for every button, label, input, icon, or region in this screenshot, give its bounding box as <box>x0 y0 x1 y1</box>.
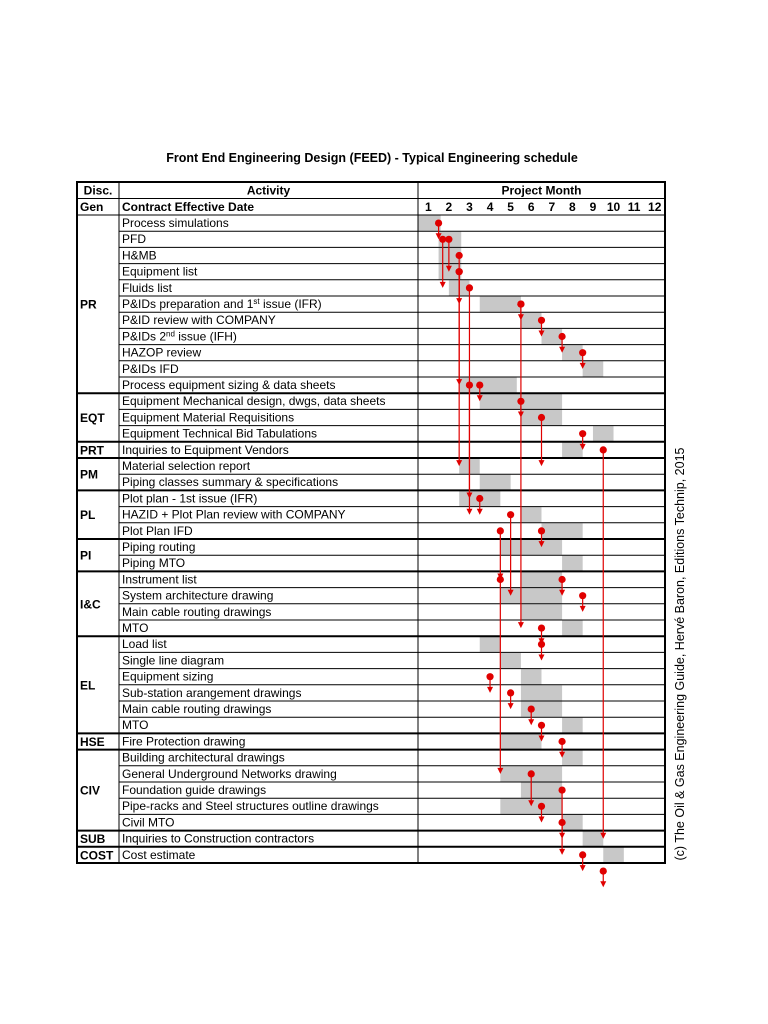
link-start-dot <box>558 738 565 745</box>
activity-label: Equipment Mechanical design, dwgs, data sheets <box>122 394 386 409</box>
activity-bar <box>583 361 604 376</box>
activity-bar <box>562 442 583 457</box>
link-start-dot <box>466 382 473 389</box>
month-label: 4 <box>486 200 494 214</box>
link-start-dot <box>600 446 607 453</box>
activity-label: Main cable routing drawings <box>122 702 272 716</box>
month-label: 9 <box>589 200 597 214</box>
link-start-dot <box>579 592 586 599</box>
month-label: 12 <box>648 200 662 214</box>
activity-label: Sub-station arangement drawings <box>122 685 302 700</box>
activity-bar <box>562 750 583 765</box>
activity-label: PFD <box>122 232 146 247</box>
activity-label: System architecture drawing <box>122 588 274 603</box>
month-label: 6 <box>527 200 535 214</box>
activity-bar <box>521 702 562 717</box>
activity-label: Piping MTO <box>122 556 186 571</box>
link-start-dot <box>507 511 514 518</box>
month-label: 11 <box>627 200 641 214</box>
activity-bar <box>562 556 583 571</box>
activity-label: Load list <box>122 637 167 652</box>
activity-bar <box>480 297 521 312</box>
activity-label: Pipe-racks and Steel structures outline drawings <box>122 799 379 814</box>
activity-label: P&ID review with COMPANY <box>122 313 276 328</box>
activity-label: Equipment list <box>122 264 198 279</box>
activity-label: Single line diagram <box>122 653 225 668</box>
link-start-dot <box>439 236 446 243</box>
link-start-dot <box>579 349 586 356</box>
link-start-dot <box>558 819 565 826</box>
link-start-dot <box>579 851 586 858</box>
month-label: 1 <box>424 200 432 214</box>
activity-label: Equipment Material Requisitions <box>122 410 295 425</box>
month-label: 3 <box>466 200 473 214</box>
link-start-dot <box>517 301 524 308</box>
link-start-dot <box>600 868 607 875</box>
link-start-dot <box>528 770 535 777</box>
link-start-dot <box>497 527 504 534</box>
link-start-dot <box>538 722 545 729</box>
activity-label: MTO <box>122 621 149 635</box>
activity-bar <box>521 507 542 522</box>
link-start-dot <box>538 317 545 324</box>
activity-label: HAZOP review <box>122 345 202 360</box>
activity-label: Inquiries to Construction contractors <box>122 831 315 846</box>
activity-bar <box>583 831 604 846</box>
disc-label: SUB <box>80 832 106 847</box>
activity-label: P&IDs IFD <box>122 361 179 376</box>
link-start-dot <box>466 284 473 291</box>
activity-label: Process equipment sizing & data sheets <box>122 378 336 392</box>
copyright-text: (c) The Oil & Gas Engineering Guide, Hervé Baron, Editions Technip, 2015 <box>673 447 687 861</box>
disc-label: PI <box>80 548 92 563</box>
month-label: 5 <box>507 200 514 214</box>
activity-bar <box>521 604 562 619</box>
disc-label: CIV <box>80 783 101 798</box>
link-start-dot <box>538 527 545 534</box>
disc-label: PL <box>80 508 96 523</box>
activity-label: Fire Protection drawing <box>122 734 246 749</box>
page-title: Front End Engineering Design (FEED) - Typical Engineering schedule <box>166 151 578 165</box>
link-arrowhead <box>518 622 524 628</box>
disc-label: PRT <box>80 443 104 458</box>
activity-label: Inquiries to Equipment Vendors <box>122 442 289 457</box>
link-arrowhead <box>539 655 545 661</box>
activity-bar <box>603 847 624 862</box>
activity-bar <box>562 718 583 733</box>
activity-header: Activity <box>246 183 291 198</box>
activity-label: H&MB <box>122 248 157 263</box>
link-arrowhead <box>580 606 586 612</box>
link-arrowhead <box>580 865 586 871</box>
activity-label: Cost estimate <box>122 847 196 862</box>
disc-label: COST <box>80 848 114 863</box>
activity-label: Main cable routing drawings <box>122 604 272 619</box>
link-arrowhead <box>440 282 446 288</box>
month-label: 2 <box>445 200 453 214</box>
link-arrowhead <box>559 849 565 855</box>
link-start-dot <box>456 252 463 259</box>
link-start-dot <box>538 641 545 648</box>
activity-bar <box>480 475 511 490</box>
link-arrowhead <box>487 687 493 693</box>
link-start-dot <box>497 576 504 583</box>
link-arrowhead <box>539 817 545 823</box>
link-start-dot <box>528 706 535 713</box>
link-start-dot <box>558 787 565 794</box>
activity-label: Piping classes summary & specifications <box>122 475 339 490</box>
activity-bar <box>500 653 521 668</box>
activity-label: Fluids list <box>122 280 173 295</box>
gen-disc: Gen <box>80 200 104 214</box>
month-label: 8 <box>569 200 576 214</box>
activity-label: General Underground Networks drawing <box>122 766 337 781</box>
activity-bar <box>500 734 541 749</box>
link-start-dot <box>435 220 442 227</box>
activity-label: Instrument list <box>122 572 197 587</box>
month-header: Project Month <box>501 183 582 198</box>
link-start-dot <box>445 236 452 243</box>
activity-label: P&IDs preparation and 1st issue (IFR) <box>122 296 322 311</box>
link-start-dot <box>558 333 565 340</box>
activity-bar <box>562 621 583 636</box>
activity-label: Plot Plan IFD <box>122 523 193 538</box>
link-arrowhead <box>528 719 534 725</box>
link-start-dot <box>538 803 545 810</box>
activity-label: P&IDs 2nd issue (IFH) <box>122 328 237 344</box>
link-start-dot <box>558 576 565 583</box>
activity-label: HAZID + Plot Plan review with COMPANY <box>122 507 346 522</box>
link-start-dot <box>517 398 524 405</box>
activity-bar <box>542 523 583 538</box>
activity-label: Equipment sizing <box>122 669 214 684</box>
activity-bar <box>500 540 562 555</box>
link-arrowhead <box>508 703 514 709</box>
activity-bar <box>593 426 614 441</box>
disc-label: EL <box>80 678 96 693</box>
activity-label: Foundation guide drawings <box>122 783 267 797</box>
activity-label: Plot plan - 1st issue (IFR) <box>122 491 258 506</box>
link-start-dot <box>456 268 463 275</box>
activity-label: MTO <box>122 718 149 733</box>
link-start-dot <box>476 382 483 389</box>
activity-label: Process simulations <box>122 216 229 230</box>
link-arrowhead <box>600 881 606 887</box>
link-arrowhead <box>466 509 472 515</box>
activity-label: Equipment Technical Bid Tabulations <box>122 426 318 441</box>
link-arrowhead <box>539 460 545 466</box>
activity-bar <box>521 783 562 798</box>
month-label: 7 <box>548 200 556 214</box>
activity-label: Material selection report <box>122 459 251 473</box>
activity-bar <box>521 685 562 700</box>
activity-bar <box>480 637 501 652</box>
link-start-dot <box>538 625 545 632</box>
activity-label: Civil MTO <box>122 815 175 830</box>
activity-bar <box>521 572 562 587</box>
disc-label: EQT <box>80 411 105 425</box>
link-start-dot <box>507 689 514 696</box>
disc-label: PR <box>80 297 97 312</box>
link-start-dot <box>486 673 493 680</box>
activity-label: Building architectural drawings <box>122 750 285 765</box>
activity-label: Piping routing <box>122 540 196 554</box>
gen-activity: Contract Effective Date <box>122 200 255 214</box>
disc-label: HSE <box>80 735 105 749</box>
disc-label: I&C <box>80 597 101 612</box>
activity-bar <box>521 669 542 684</box>
link-start-dot <box>538 414 545 421</box>
disc-label: PM <box>80 467 98 482</box>
link-start-dot <box>476 495 483 502</box>
link-start-dot <box>579 430 586 437</box>
month-label: 10 <box>606 200 621 214</box>
link-arrowhead <box>477 509 483 515</box>
disc-header: Disc. <box>83 183 113 198</box>
